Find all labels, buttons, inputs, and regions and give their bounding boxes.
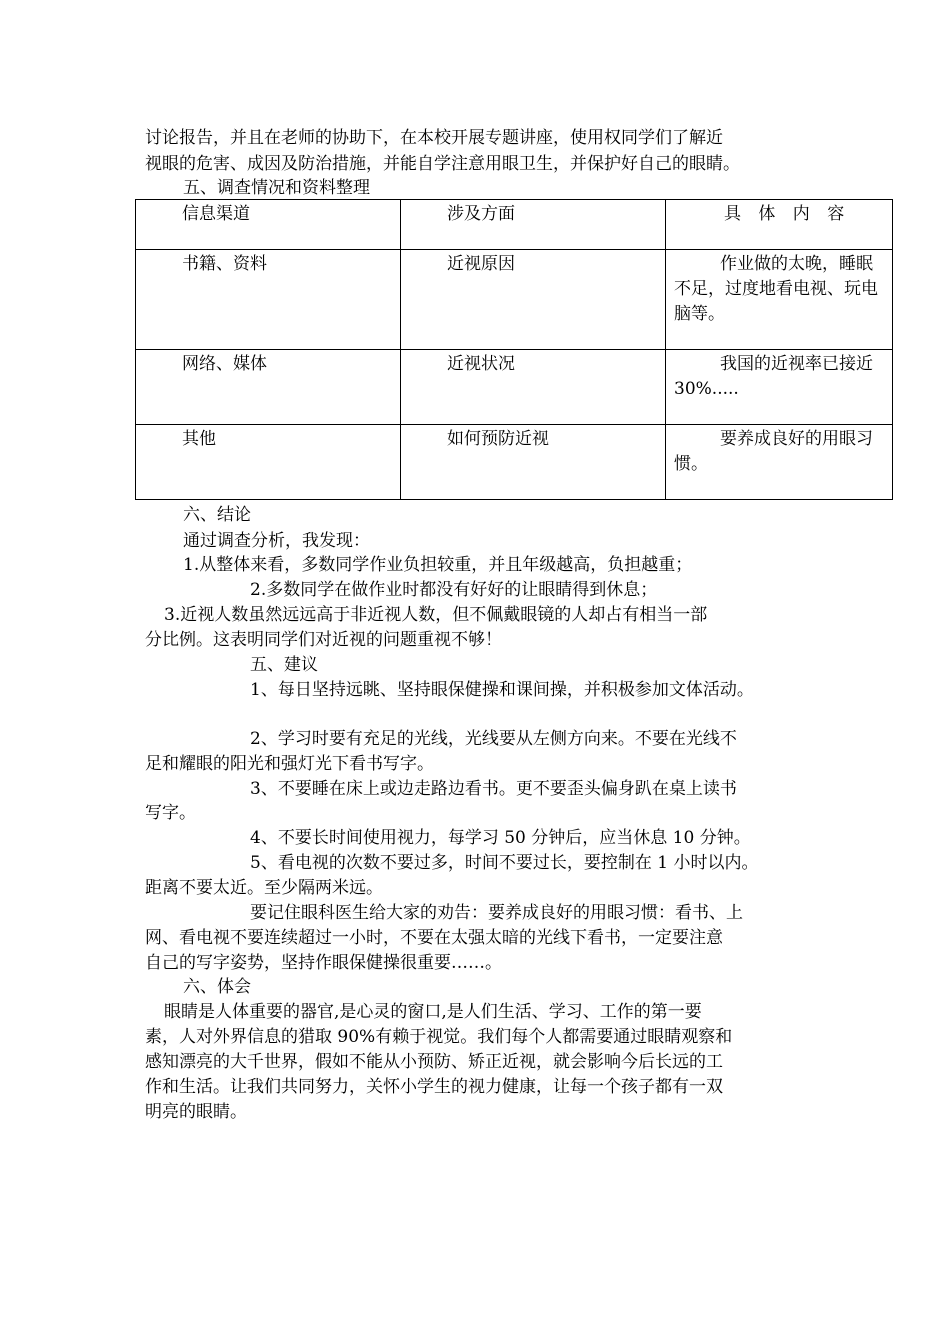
conclusion-heading: 六、结论 <box>183 505 251 525</box>
reflection-line-5: 明亮的眼睛。 <box>145 1102 247 1122</box>
cell-channel: 其他 <box>136 425 401 500</box>
suggestion-5-line-2: 距离不要太近。至少隔两米远。 <box>145 878 383 898</box>
table-row <box>136 350 893 425</box>
advice-line-1: 要记住眼科医生给大家的劝告：要养成良好的用眼习惯：看书、上 <box>250 903 743 923</box>
conclusion-point-3-line-1: 3.近视人数虽然远远高于非近视人数，但不佩戴眼镜的人却占有相当一部 <box>164 605 708 625</box>
cell-aspect: 近视原因 <box>401 250 666 350</box>
suggestion-1: 1、每日坚持远眺、坚持眼保健操和课间操，并积极参加文体活动。 <box>250 680 754 700</box>
conclusion-lead: 通过调查分析，我发现： <box>183 531 370 551</box>
conclusion-point-3-line-2: 分比例。这表明同学们对近视的问题重视不够！ <box>145 630 502 650</box>
header-content: 具 体 内 容 <box>724 204 851 224</box>
cell-content: 要养成良好的用眼习惯。 <box>674 429 873 474</box>
suggestion-2-line-1: 2、学习时要有充足的光线，光线要从左侧方向来。不要在光线不 <box>250 729 737 749</box>
header-aspect: 涉及方面 <box>401 200 666 250</box>
cell-channel: 书籍、资料 <box>136 250 401 350</box>
cell-aspect: 近视状况 <box>401 350 666 425</box>
reflection-line-4: 作和生活。让我们共同努力，关怀小学生的视力健康，让每一个孩子都有一双 <box>145 1077 723 1097</box>
suggestion-2-line-2: 足和耀眼的阳光和强灯光下看书写字。 <box>145 754 434 774</box>
reflection-line-2: 素，人对外界信息的猎取 90%有赖于视觉。我们每个人都需要通过眼睛观察和 <box>145 1027 733 1047</box>
section-5-heading: 五、调查情况和资料整理 <box>183 178 370 198</box>
conclusion-point-2: 2.多数同学在做作业时都没有好好的让眼睛得到休息； <box>250 580 658 600</box>
reflection-heading: 六、体会 <box>183 977 251 997</box>
conclusion-point-1: 1.从整体来看，多数同学作业负担较重，并且年级越高，负担越重； <box>183 555 693 575</box>
table-row <box>136 250 893 350</box>
reflection-line-1: 眼睛是人体重要的器官,是心灵的窗口,是人们生活、学习、工作的第一要 <box>164 1002 702 1022</box>
table-header-row <box>136 200 893 250</box>
cell-content: 作业做的太晚，睡眠不足，过度地看电视、玩电脑等。 <box>674 254 878 324</box>
header-channel: 信息渠道 <box>136 200 401 250</box>
cell-aspect: 如何预防近视 <box>401 425 666 500</box>
suggestion-3-line-2: 写字。 <box>145 803 196 823</box>
suggestion-heading: 五、建议 <box>250 655 318 675</box>
advice-line-2: 网、看电视不要连续超过一小时，不要在太强太暗的光线下看书，一定要注意 <box>145 928 723 948</box>
cell-channel: 网络、媒体 <box>136 350 401 425</box>
suggestion-4: 4、不要长时间使用视力，每学习 50 分钟后，应当休息 10 分钟。 <box>250 828 751 848</box>
suggestion-3-line-1: 3、不要睡在床上或边走路边看书。更不要歪头偏身趴在桌上读书 <box>250 779 737 799</box>
survey-table <box>135 199 893 500</box>
table-row <box>136 425 893 500</box>
intro-line-1: 讨论报告，并且在老师的协助下，在本校开展专题讲座，使用权同学们了解近 <box>145 128 723 148</box>
cell-content: 我国的近视率已接近 30%..... <box>674 354 873 399</box>
reflection-line-3: 感知漂亮的大千世界，假如不能从小预防、矫正近视，就会影响今后长远的工 <box>145 1052 723 1072</box>
intro-line-2: 视眼的危害、成因及防治措施，并能自学注意用眼卫生，并保护好自己的眼睛。 <box>145 154 740 174</box>
suggestion-5-line-1: 5、看电视的次数不要过多，时间不要过长，要控制在 1 小时以内。 <box>250 853 759 873</box>
advice-line-3: 自己的写字姿势，坚持作眼保健操很重要……。 <box>145 953 502 973</box>
